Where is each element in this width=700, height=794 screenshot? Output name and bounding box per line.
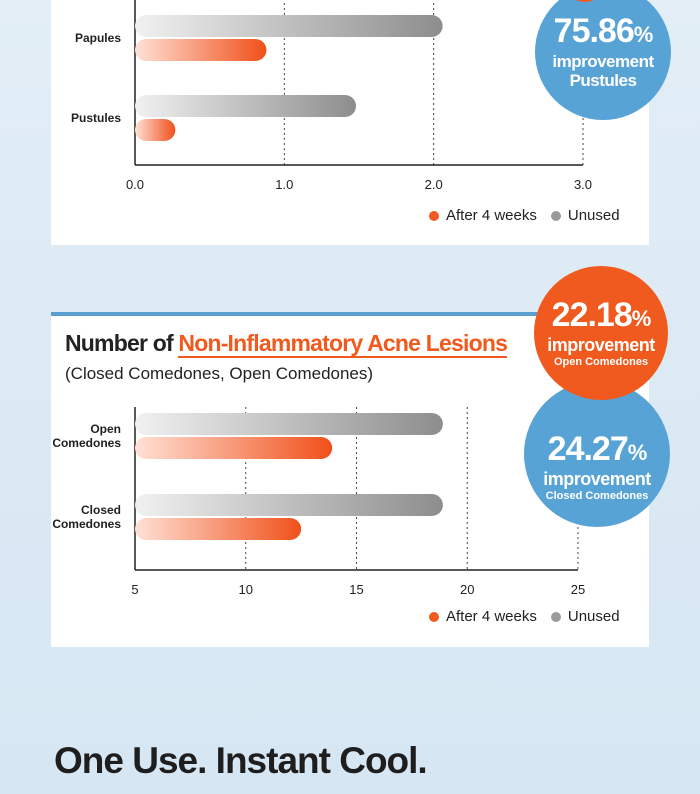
legend-unused-label: Unused (567, 608, 620, 625)
bar-unused (135, 413, 443, 435)
badge-label: improvement (552, 52, 654, 71)
legend-after (429, 207, 537, 224)
category-label-line: Open (90, 422, 121, 436)
x-tick-label: 1.0 (275, 177, 294, 192)
x-tick-label: 5 (131, 582, 139, 597)
category-label-line: Comedones (52, 517, 121, 531)
legend-unused (551, 608, 620, 625)
badge-closed-comedones-improvement (524, 381, 670, 527)
legend-unused-swatch (551, 612, 561, 622)
legend-after-label: After 4 weeks (446, 608, 537, 625)
category-label (52, 503, 121, 531)
category-label-line: Comedones (52, 436, 121, 450)
legend-after (429, 608, 537, 625)
bar-unused (135, 15, 443, 37)
chart-subtitle: (Closed Comedones, Open Comedones) (65, 364, 374, 383)
legend-after-label: After 4 weeks (446, 207, 537, 224)
bar-unused (135, 95, 356, 117)
badge-open-comedones-improvement (534, 266, 668, 400)
x-tick-label: 3.0 (573, 177, 593, 192)
section-headline: One Use. Instant Cool. (54, 740, 427, 781)
legend-after-swatch (429, 612, 439, 622)
badge-sub: Closed Comedones (545, 489, 649, 502)
category-label-line: Pustules (70, 111, 121, 125)
legend-after-swatch (429, 211, 439, 221)
chart-legend (429, 608, 620, 625)
badge-label: improvement (547, 334, 655, 355)
chart-legend (429, 207, 620, 224)
badge-label: improvement (543, 468, 651, 489)
bar-after-4-weeks (135, 119, 175, 141)
x-tick-label: 25 (570, 582, 586, 597)
category-label (71, 111, 121, 125)
legend-unused-label: Unused (567, 207, 620, 224)
x-tick-label: 10 (238, 582, 253, 597)
badge-sub: Open Comedones (553, 355, 649, 368)
category-label-line: Closed (80, 503, 121, 517)
category-label (75, 31, 121, 45)
bar-after-4-weeks (135, 39, 266, 61)
x-tick-label: 20 (460, 582, 475, 597)
bar-after-4-weeks (135, 518, 301, 540)
badge-percent: 24.27% (547, 429, 647, 468)
x-tick-label: 0.0 (125, 177, 145, 192)
bar-after-4-weeks (135, 437, 332, 459)
chart-title-prefix: Number of (65, 330, 179, 356)
badge-percent: 22.18% (551, 295, 651, 334)
legend-unused-swatch (551, 211, 561, 221)
category-label-line: Papules (74, 31, 121, 45)
legend-unused (551, 207, 620, 224)
x-tick-label: 15 (349, 582, 364, 597)
bar-unused (135, 494, 443, 516)
badge-percent: 75.86% (553, 12, 653, 50)
x-tick-label: 2.0 (424, 177, 443, 192)
category-label (52, 422, 121, 450)
chart-title-highlight: Non-Inflammatory Acne Lesions (178, 330, 508, 356)
badge-sub: Pustules (569, 71, 637, 90)
